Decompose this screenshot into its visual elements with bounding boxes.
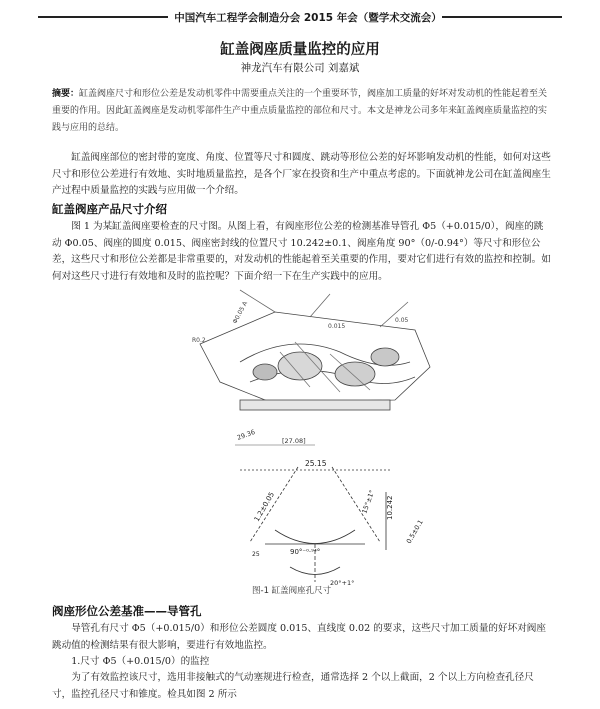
angle-15: 15°±1° xyxy=(360,489,377,515)
header-rule-left xyxy=(38,16,168,18)
running-header xyxy=(38,10,562,24)
valve-seat-drawing xyxy=(180,282,450,597)
header-text: 中国汽车工程学会制造分会 2015 年会（暨学术交流会） xyxy=(174,12,442,24)
section1-heading: 缸盖阀座产品尺寸介绍 xyxy=(52,202,167,216)
figure-1-caption: 图-1 缸盖阀座孔尺寸 xyxy=(252,586,332,596)
sketch-label-4: R0.2 xyxy=(192,337,206,344)
dim-25: 25 xyxy=(252,551,260,558)
section2-subheading: 1.尺寸 Φ5（+0.015/0）的监控 xyxy=(71,656,210,667)
sketch-label-3: 0.05 xyxy=(395,317,409,324)
dim-left: 1.2±0.05 xyxy=(252,490,277,523)
dim-b2: [27.08] xyxy=(282,437,306,445)
section2-subparagraph: 为了有效监控该尺寸，选用非接触式的气动塞规进行检查，通常选择 2 个以上截面，2 个以上方向检查孔径尺寸，监控孔径尺寸和锥度。检具如图 2 所示 xyxy=(52,672,534,700)
sketch-label-2: 0.015 xyxy=(328,323,346,330)
cylinder-head-sketch xyxy=(200,290,430,410)
section1-paragraph: 图 1 为某缸盖阀座要检查的尺寸图。从图上看，有阀座形位公差的检测基准导管孔 Φ5（+0.015/0），阀座的跳动 Φ0.05、阀座的圆度 0.015、阀座密封线的位置尺寸 10.242±0.1、阀座角度 90°（0/-0.94°）等尺寸和形位公差，这些尺寸和形位公差都是非常重要的，对发动机的性能起着至关重要的作用，要对它们进行有效的监控和控制。如何对这些尺寸进行有效地和及时的监控呢？下面介绍一下在生产实践中的应用。 xyxy=(52,221,551,282)
seat-section-view xyxy=(240,467,390,582)
section2-paragraph: 导管孔有尺寸 Φ5（+0.015/0）和形位公差圆度 0.015、直线度 0.02 的要求，这些尺寸加工质量的好坏对阀座跳动值的检测结果有很大影响，要进行有效地监控。 xyxy=(52,623,546,651)
figure-1 xyxy=(180,282,450,597)
header-rule-right xyxy=(442,16,562,18)
section2-heading: 阀座形位公差基准——导管孔 xyxy=(52,604,202,618)
dim-b1: 29.36 xyxy=(235,427,257,442)
angle-bottom: 20°+1° xyxy=(330,579,355,587)
dim-top: 25.15 xyxy=(305,459,327,468)
intro-paragraph: 缸盖阀座部位的密封带的宽度、角度、位置等尺寸和圆度、跳动等形位公差的好坏影响发动机的性能，如何对这些尺寸和形位公差进行有效地、实时地质量监控，是各个厂家在投资和生产中重点考虑的。下面就神龙公司在缸盖阀座生产过程中质量监控的实践与应用做一个介绍。 xyxy=(52,152,551,196)
abstract-text: 缸盖阀座尺寸和形位公差是发动机零件中需要重点关注的一个重要环节，阀座加工质量的好坏对发动机的性能起着至关重要的作用。因此缸盖阀座是发动机零部件生产中重点质量监控的部位和尺寸。本文是神龙公司多年来缸盖阀座质量监控的实践与应用的总结。 xyxy=(52,89,548,133)
dim-05: 0.5±0.1 xyxy=(404,518,425,545)
paper-author: 神龙汽车有限公司 刘嘉斌 xyxy=(240,62,360,74)
paper-title: 缸盖阀座质量监控的应用 xyxy=(220,42,380,58)
angle-main: 90°⁻⁰·⁹⁴° xyxy=(290,548,321,556)
dim-right: 10.242 xyxy=(386,495,394,520)
abstract-label: 摘要： xyxy=(52,89,80,99)
sketch-label-1: Φ0.05 A xyxy=(231,300,250,325)
abstract xyxy=(52,86,552,137)
